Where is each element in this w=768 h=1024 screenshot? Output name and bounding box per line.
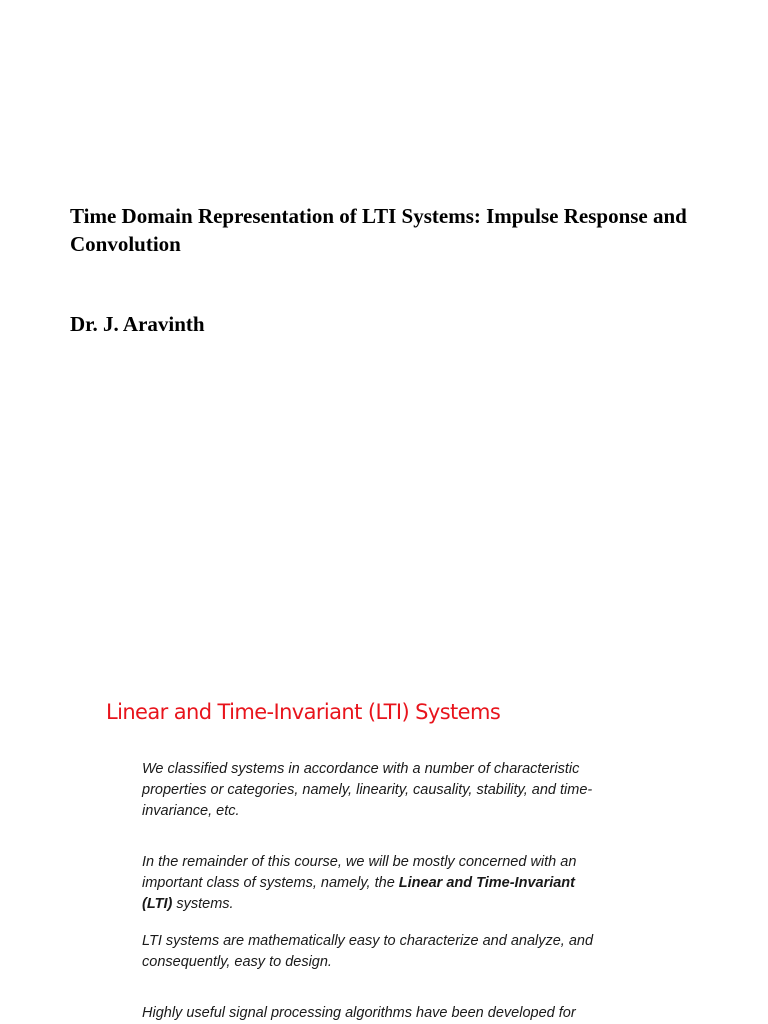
paragraph-classification: We classified systems in accordance with a number of characteristic properties or categories, namely, linearity, causality, stability, and time-invariance, etc. (142, 761, 593, 819)
paragraph-lti-focus (142, 852, 602, 915)
paragraph-lti-focus-text-start: In the remainder of this course, we will be mostly concerned with an important class of systems, namely, the (142, 854, 577, 891)
document-title: Time Domain Representation of LTI Systems: Impulse Response and Convolution (70, 204, 687, 256)
title-block (70, 202, 690, 258)
paragraph-lti-focus-bold: Linear and Time-Invariant (LTI) (142, 875, 575, 912)
paragraph-algorithms: Highly useful signal processing algorithms have been developed for (142, 1005, 576, 1021)
slide-heading: Linear and Time-Invariant (LTI) Systems (106, 700, 501, 724)
paragraph-lti-easy: LTI systems are mathematically easy to characterize and analyze, and consequently, easy to design. (142, 933, 594, 970)
paragraph-lti-focus-text-end: systems. (172, 896, 234, 912)
document-author: Dr. J. Aravinth (70, 312, 205, 336)
